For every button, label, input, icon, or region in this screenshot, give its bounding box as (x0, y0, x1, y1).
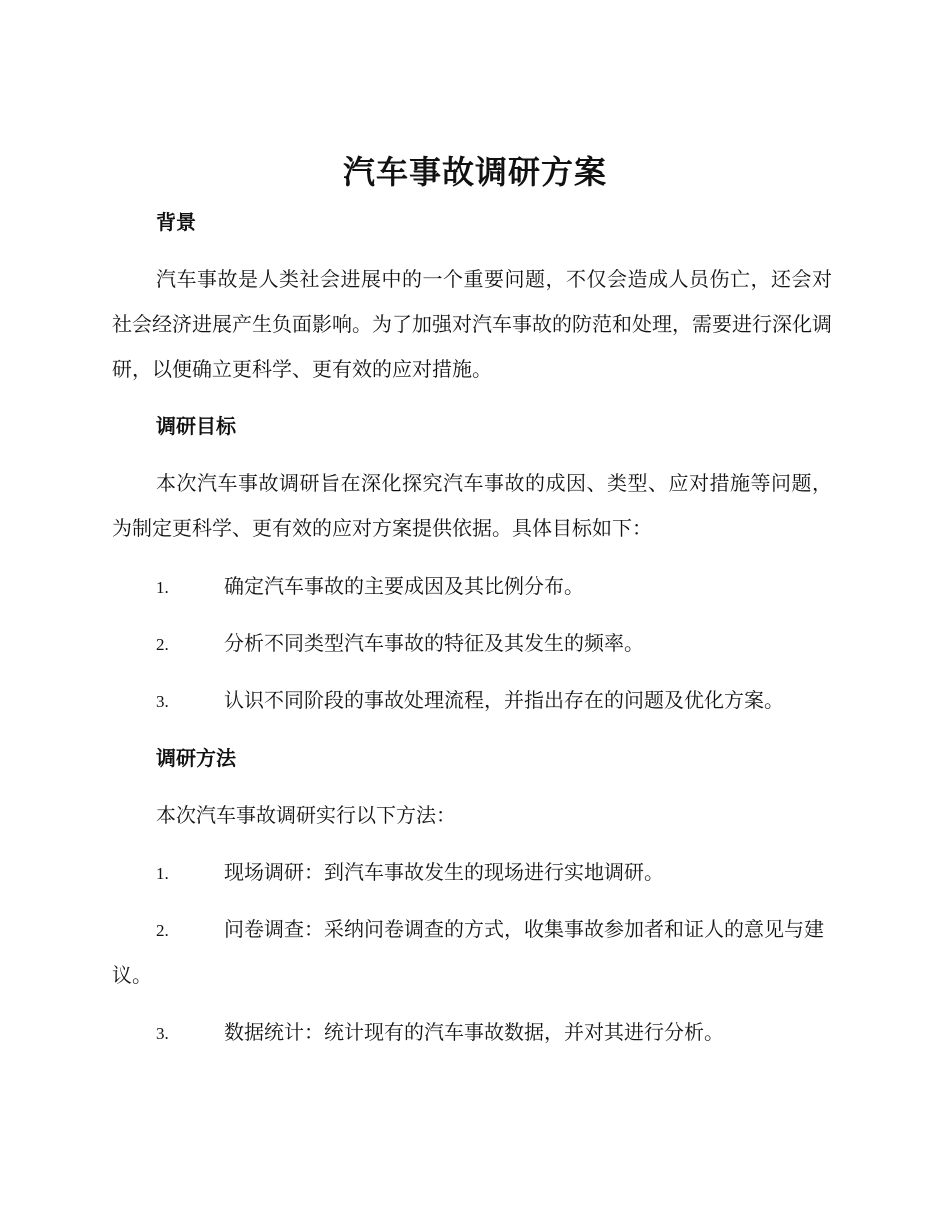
list-number: 2. (156, 635, 169, 654)
background-paragraph: 汽车事故是人类社会进展中的一个重要问题，不仅会造成人员伤亡，还会对社会经济进展产生负面影响。为了加强对汽车事故的防范和处理，需要进行深化调研，以便确立更科学、更有效的应对措施。 (112, 267, 832, 381)
section-heading-methods: 调研方法 (156, 746, 236, 770)
list-number: 3. (156, 1024, 169, 1043)
objectives-list-item (112, 621, 836, 667)
section-heading-objectives: 调研目标 (156, 414, 236, 438)
methods-list-item (112, 850, 836, 896)
objectives-paragraph: 本次汽车事故调研旨在深化探究汽车事故的成因、类型、应对措施等问题，为制定更科学、更有效的应对方案提供依据。具体目标如下： (112, 471, 832, 540)
list-item-text: 数据统计：统计现有的汽车事故数据，并对其进行分析。 (224, 1020, 724, 1044)
list-number: 1. (156, 578, 169, 597)
document-title: 汽车事故调研方案 (342, 153, 607, 191)
list-number: 2. (156, 921, 169, 940)
list-number: 3. (156, 692, 169, 711)
list-number: 1. (156, 864, 169, 883)
methods-paragraph: 本次汽车事故调研实行以下方法： (156, 803, 456, 827)
methods-list-item (112, 907, 836, 998)
list-item-text: 分析不同类型汽车事故的特征及其发生的频率。 (224, 631, 644, 655)
list-item-text: 认识不同阶段的事故处理流程，并指出存在的问题及优化方案。 (224, 688, 784, 712)
list-item-text: 确定汽车事故的主要成因及其比例分布。 (224, 574, 584, 598)
objectives-list-item (112, 678, 836, 724)
methods-list-item (112, 1010, 836, 1056)
section-heading-background: 背景 (156, 210, 196, 234)
list-item-text: 问卷调查：采纳问卷调查的方式，收集事故参加者和证人的意见与建议。 (112, 917, 824, 987)
objectives-list-item (112, 564, 836, 610)
list-item-text: 现场调研：到汽车事故发生的现场进行实地调研。 (224, 860, 664, 884)
